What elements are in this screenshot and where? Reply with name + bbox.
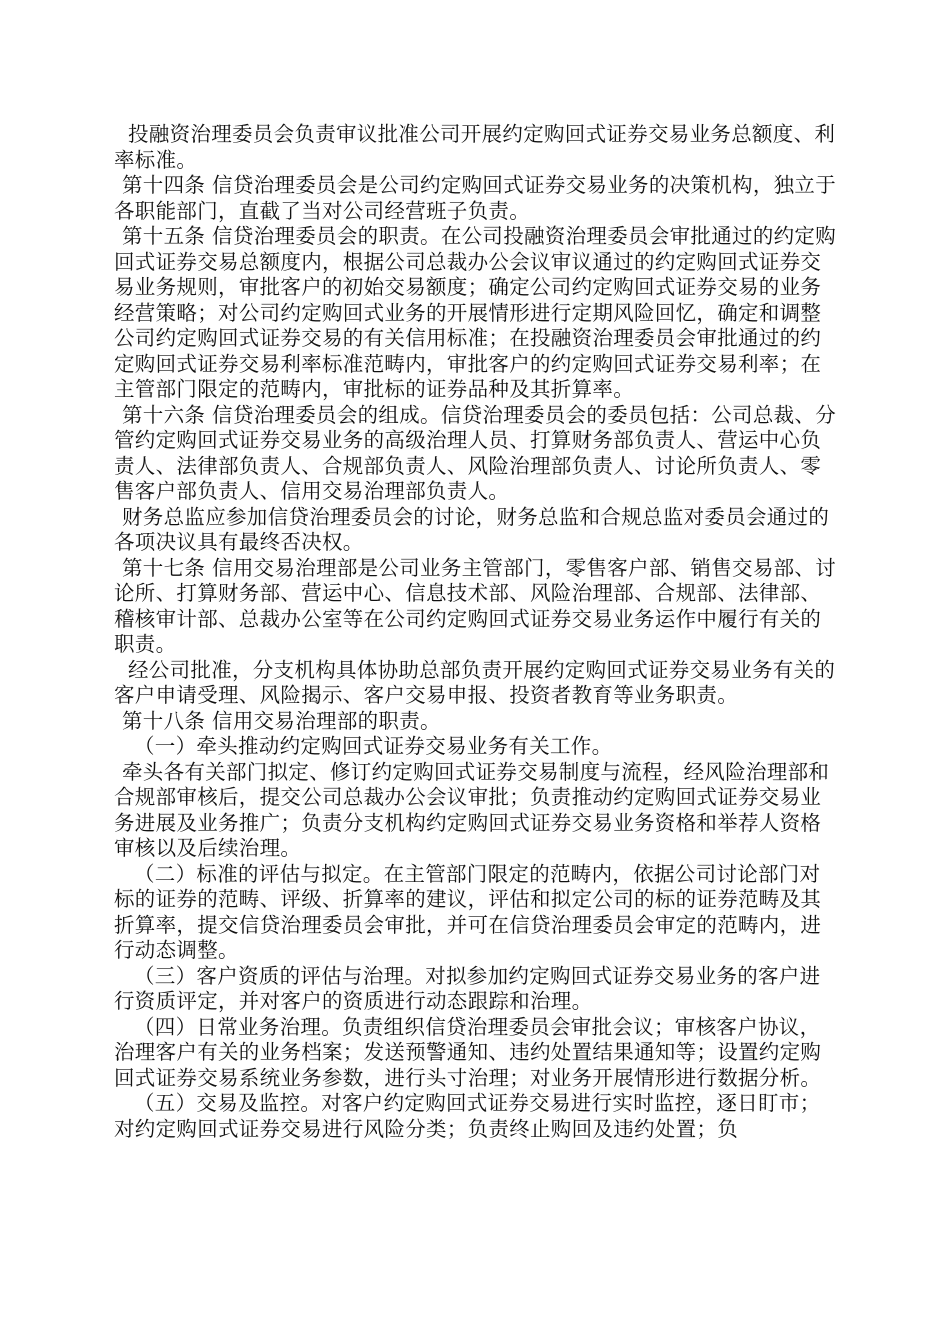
paragraph-article-17: 第十七条 信用交易治理部是公司业务主管部门，零售客户部、销售交易部、讨论所、打算财务部、营运中心、信息技术部、风险治理部、合规部、法律部、稽核审计部、总裁办公室等在公司约定购回式证券交易业务运作中履行有关的职责。	[114, 555, 837, 656]
paragraph-item-3: （三）客户资质的评估与治理。对拟参加约定购回式证券交易业务的客户进行资质评定，并对客户的资质进行动态跟踪和治理。	[114, 963, 821, 1013]
paragraph-branch-duties: 经公司批准，分支机构具体协助总部负责开展约定购回式证券交易业务有关的客户申请受理、风险揭示、客户交易申报、投资者教育等业务职责。	[114, 657, 836, 707]
paragraph-article-16: 第十六条 信贷治理委员会的组成。信贷治理委员会的委员包括：公司总裁、分管约定购回式证券交易业务的高级治理人员、打算财务部负责人、营运中心负责人、法律部负责人、合规部负责人、风险治理部负责人、讨论所负责人、零售客户部负责人、信用交易治理部负责人。	[114, 402, 837, 503]
paragraph-investment-committee: 投融资治理委员会负责审议批准公司开展约定购回式证券交易业务总额度、利率标准。	[114, 122, 836, 172]
paragraph-item-5: （五）交易及监控。对客户约定购回式证券交易进行实时监控，逐日盯市；对约定购回式证券交易进行风险分类；负责终止购回及违约处置；负	[114, 1091, 821, 1141]
paragraph-item-1: （一）牵头推动约定购回式证券交易业务有关工作。	[134, 734, 613, 758]
paragraph-cfo-veto: 财务总监应参加信贷治理委员会的讨论，财务总监和合规总监对委员会通过的各项决议具有最终否决权。	[114, 504, 830, 554]
paragraph-article-14: 第十四条 信贷治理委员会是公司约定购回式证券交易业务的决策机构，独立于各职能部门，直截了当对公司经营班子负责。	[114, 173, 837, 223]
paragraph-item-1-detail: 牵头各有关部门拟定、修订约定购回式证券交易制度与流程，经风险治理部和合规部审核后，提交公司总裁办公会议审批；负责推动约定购回式证券交易业务进展及业务推广；负责分支机构约定购回式证券交易业务资格和举荐人资格审核以及后续治理。	[114, 759, 830, 860]
paragraph-article-15: 第十五条 信贷治理委员会的职责。在公司投融资治理委员会审批通过的约定购回式证券交易总额度内，根据公司总裁办公会议审议通过的约定购回式证券交易业务规则，审批客户的初始交易额度；确定公司约定购回式证券交易的业务经营策略；对公司约定购回式业务的开展情形进行定期风险回忆，确定和调整公司约定购回式证券交易的有关信用标准；在投融资治理委员会审批通过的约定购回式证券交易利率标准范畴内，审批客户的约定购回式证券交易利率；在主管部门限定的范畴内，审批标的证券品种及其折算率。	[114, 224, 837, 401]
paragraph-item-4: （四）日常业务治理。负责组织信贷治理委员会审批会议；审核客户协议，治理客户有关的业务档案；发送预警通知、违约处置结果通知等；设置约定购回式证券交易系统业务参数，进行头寸治理；对业务开展情形进行数据分析。	[114, 1014, 822, 1090]
paragraph-article-18: 第十八条 信用交易治理部的职责。	[122, 708, 441, 733]
paragraph-item-2: （二）标准的评估与拟定。在主管部门限定的范畴内，依据公司讨论部门对标的证券的范畴、评级、折算率的建议，评估和拟定公司的标的证券范畴及其折算率，提交信贷治理委员会审批，并可在信贷治理委员会审定的范畴内，进行动态调整。	[114, 861, 822, 962]
document-body	[114, 122, 839, 1142]
